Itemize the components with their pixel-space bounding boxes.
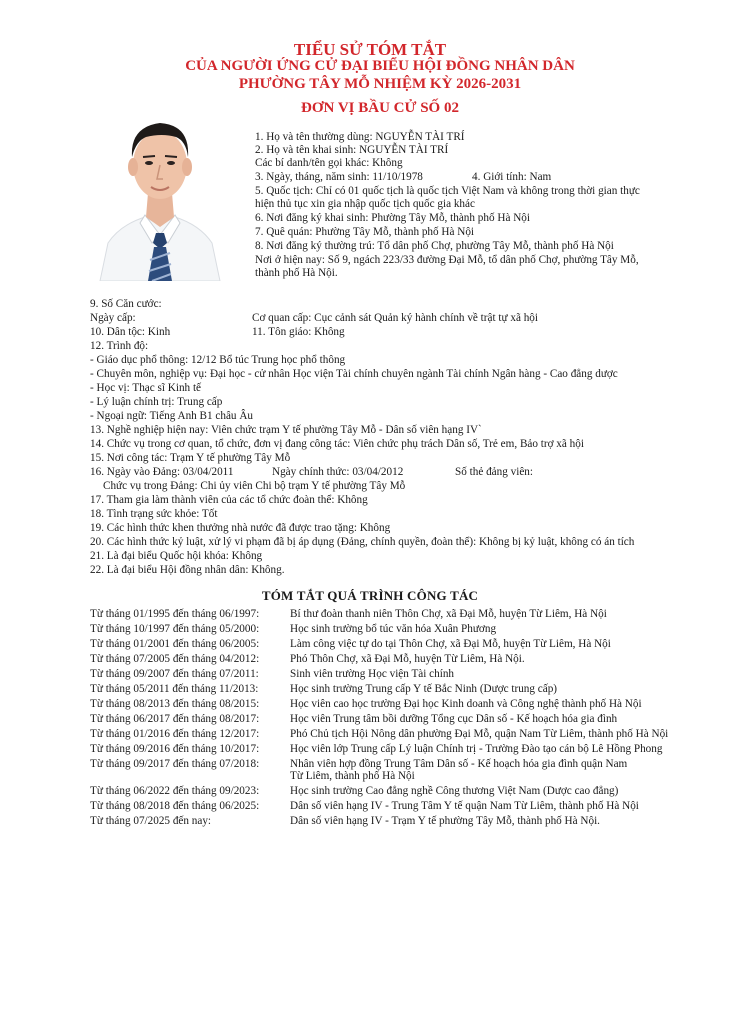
work-history-description: Học viên Trung tâm bồi dưỡng Tổng cục Dân số - Kế hoạch hóa gia đình xyxy=(290,713,618,725)
work-history-period: Từ tháng 01/2001 đến tháng 06/2005: xyxy=(90,638,260,650)
bio-occupation: 13. Nghề nghiệp hiện nay: Viên chức trạm Y tế phường Tây Mỗ - Dân số viên hạng IV` xyxy=(90,424,482,436)
bio-nationality: 5. Quốc tịch: Chỉ có 01 quốc tịch là quốc tịch Việt Nam và không trong thời gian thực xyxy=(255,185,640,197)
bio-nationality-cont: hiện thủ tục xin gia nhập quốc tịch quốc gia khác xyxy=(255,198,475,210)
work-history-description: Bí thư đoàn thanh niên Thôn Chợ, xã Đại Mỗ, huyện Từ Liêm, Hà Nội xyxy=(290,608,607,620)
document-subtitle-term: PHƯỜNG TÂY MỖ NHIỆM KỲ 2026-2031 xyxy=(238,76,522,92)
work-history-description: Học sinh trường bổ túc văn hóa Xuân Phương xyxy=(290,623,497,635)
bio-workplace: 15. Nơi công tác: Trạm Y tế phường Tây Mỗ xyxy=(90,452,291,464)
work-history-description: Làm công việc tự do tại Thôn Chợ, xã Đại Mỗ, huyện Từ Liêm, Hà Nội xyxy=(290,638,611,650)
bio-current-address: Nơi ở hiện nay: Số 9, ngách 223/33 đường Đại Mỗ, tổ dân phố Chợ, phường Tây Mỗ, xyxy=(255,254,639,266)
bio-party-position: Chức vụ trong Đảng: Chi ủy viên Chi bộ trạm Y tế phường Tây Mỗ xyxy=(103,480,406,492)
electoral-unit: ĐƠN VỊ BẦU CỬ SỐ 02 xyxy=(301,100,459,116)
bio-position: 14. Chức vụ trong cơ quan, tổ chức, đơn vị đang công tác: Viên chức phụ trách Dân số, Trẻ em, Bảo trợ xã hội xyxy=(90,438,584,450)
bio-education-heading: 12. Trình độ: xyxy=(90,340,149,352)
bio-gender: 4. Giới tính: Nam xyxy=(472,171,552,183)
bio-health: 18. Tình trạng sức khỏe: Tốt xyxy=(90,508,218,520)
work-history-description: Học sinh trường Cao đẳng nghề Công thương Việt Nam (Dược cao đẳng) xyxy=(290,785,619,797)
bio-national-assembly: 21. Là đại biểu Quốc hội khóa: Không xyxy=(90,550,263,562)
document-subtitle: CỦA NGƯỜI ỨNG CỬ ĐẠI BIỂU HỘI ĐỒNG NHÂN DÂN xyxy=(185,58,575,74)
work-history-description: Phó Thôn Chợ, xã Đại Mỗ, huyện Từ Liêm, Hà Nội. xyxy=(290,653,525,665)
work-history-period: Từ tháng 10/1997 đến tháng 05/2000: xyxy=(90,623,260,635)
work-history-period: Từ tháng 07/2025 đến nay: xyxy=(90,815,212,827)
bio-discipline: 20. Các hình thức kỷ luật, xử lý vi phạm đã bị áp dụng (Đảng, chính quyền, đoàn thể): Không bị kỷ luật, không có án tích xyxy=(90,536,635,548)
work-history-period: Từ tháng 09/2016 đến tháng 10/2017: xyxy=(90,743,260,755)
work-history-description: Dân số viên hạng IV - Trung Tâm Y tế quận Nam Từ Liêm, thành phố Hà Nội xyxy=(290,800,639,812)
bio-permanent-address: 8. Nơi đăng ký thường trú: Tổ dân phố Chợ, phường Tây Mỗ, thành phố Hà Nội xyxy=(255,240,614,252)
bio-issuing-agency: Cơ quan cấp: Cục cảnh sát Quản ký hành chính về trật tự xã hội xyxy=(252,312,538,324)
bio-party-join-date: 16. Ngày vào Đảng: 03/04/2011 xyxy=(90,466,234,478)
work-history-description: Phó Chủ tịch Hội Nông dân phường Đại Mỗ, quận Nam Từ Liêm, thành phố Hà Nội xyxy=(290,728,669,740)
bio-current-address-cont: thành phố Hà Nội. xyxy=(255,267,338,279)
work-history-heading: TÓM TẮT QUÁ TRÌNH CÔNG TÁC xyxy=(261,588,479,603)
work-history-period: Từ tháng 06/2022 đến tháng 09/2023: xyxy=(90,785,260,797)
bio-organizations: 17. Tham gia làm thành viên của các tổ chức đoàn thể: Không xyxy=(90,494,368,506)
work-history-period: Từ tháng 05/2011 đến tháng 11/2013: xyxy=(90,683,259,695)
bio-foreign-language: - Ngoại ngữ: Tiếng Anh B1 châu Âu xyxy=(90,410,253,422)
bio-peoples-council: 22. Là đại biểu Hội đồng nhân dân: Không. xyxy=(90,564,285,576)
work-history-period: Từ tháng 08/2013 đến tháng 08/2015: xyxy=(90,698,260,710)
bio-common-name: 1. Họ và tên thường dùng: NGUYỄN TÀI TRÍ xyxy=(255,131,465,143)
bio-hometown: 7. Quê quán: Phường Tây Mỗ, thành phố Hà Nội xyxy=(255,226,475,238)
bio-aliases: Các bí danh/tên gọi khác: Không xyxy=(255,157,403,169)
work-history-period: Từ tháng 09/2017 đến tháng 07/2018: xyxy=(90,758,260,770)
bio-religion: 11. Tôn giáo: Không xyxy=(252,326,345,338)
work-history-description: Học sinh trường Trung cấp Y tế Bắc Ninh (Dược trung cấp) xyxy=(290,683,558,695)
bio-ethnicity: 10. Dân tộc: Kinh xyxy=(90,326,171,338)
bio-birth-name: 2. Họ và tên khai sinh: NGUYỄN TÀI TRÍ xyxy=(255,144,449,156)
work-history-period: Từ tháng 09/2007 đến tháng 07/2011: xyxy=(90,668,259,680)
candidate-photo xyxy=(90,75,230,281)
bio-professional-training: - Chuyên môn, nghiệp vụ: Đại học - cử nhân Học viện Tài chính chuyên ngành Tài chính Ngân hàng - Cao đẳng dược xyxy=(90,368,618,380)
bio-awards: 19. Các hình thức khen thưởng nhà nước đã được trao tặng: Không xyxy=(90,522,391,534)
work-history-description: Học viên lớp Trung cấp Lý luận Chính trị - Trường Đào tạo cán bộ Lê Hồng Phong xyxy=(290,743,663,755)
work-history-description: Sinh viên trường Học viện Tài chính xyxy=(290,668,455,680)
work-history-description: Học viên cao học trường Đại học Kinh doanh và Công nghệ thành phố Hà Nội xyxy=(290,698,642,710)
bio-party-card-number: Số thẻ đảng viên: xyxy=(455,466,533,478)
work-history-description: Dân số viên hạng IV - Trạm Y tế phường Tây Mỗ, thành phố Hà Nội. xyxy=(290,815,600,827)
work-history-period: Từ tháng 01/2016 đến tháng 12/2017: xyxy=(90,728,260,740)
work-history-description-cont: Từ Liêm, thành phố Hà Nội xyxy=(290,770,415,782)
document-title: TIỂU SỬ TÓM TẮT xyxy=(293,40,447,59)
work-history-description: Nhân viên hợp đồng Trung Tâm Dân số - Kế hoạch hóa gia đình quận Nam xyxy=(290,758,628,770)
bio-general-education: - Giáo dục phổ thông: 12/12 Bổ túc Trung học phổ thông xyxy=(90,354,346,366)
bio-birthdate: 3. Ngày, tháng, năm sinh: 11/10/1978 xyxy=(255,171,423,183)
bio-party-official-date: Ngày chính thức: 03/04/2012 xyxy=(272,466,404,478)
work-history-period: Từ tháng 01/1995 đến tháng 06/1997: xyxy=(90,608,260,620)
work-history-period: Từ tháng 07/2005 đến tháng 04/2012: xyxy=(90,653,260,665)
bio-degree: - Học vị: Thạc sĩ Kinh tế xyxy=(90,382,202,394)
bio-political-theory: - Lý luận chính trị: Trung cấp xyxy=(90,396,223,408)
work-history-period: Từ tháng 06/2017 đến tháng 08/2017: xyxy=(90,713,260,725)
bio-issue-date: Ngày cấp: xyxy=(90,312,136,324)
bio-birthplace: 6. Nơi đăng ký khai sinh: Phường Tây Mỗ, thành phố Hà Nội xyxy=(255,212,530,224)
bio-id-number: 9. Số Căn cước: xyxy=(90,298,162,310)
work-history-period: Từ tháng 08/2018 đến tháng 06/2025: xyxy=(90,800,260,812)
